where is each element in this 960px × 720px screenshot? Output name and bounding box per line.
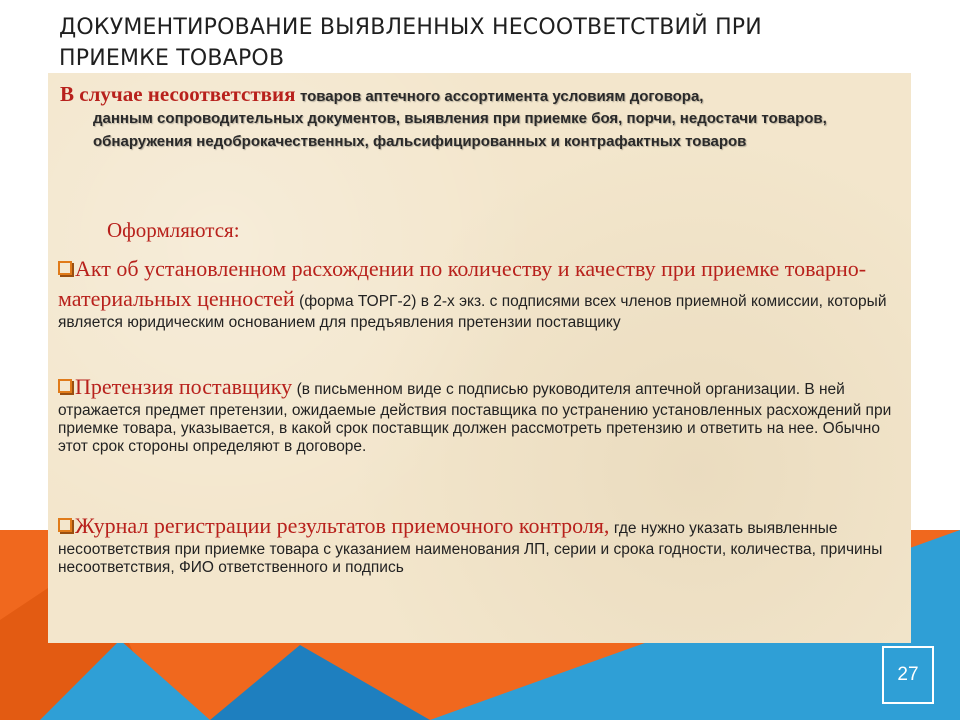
subheading: Оформляются:	[107, 218, 240, 242]
item-title: Акт об установленном расхождении по количеству и качеству при приемке товарно-материальных ценностей	[58, 256, 867, 311]
checkbox-bullet-icon	[58, 261, 72, 275]
checkbox-bullet-icon	[58, 379, 72, 393]
list-item	[58, 372, 903, 456]
intro-lead: В случае несоответствия	[60, 82, 296, 106]
intro-paragraph	[60, 82, 910, 153]
item-note: где нужно указать выявленные несоответствия при приемке товара с указанием наименования ЛП, серии и срока годности, количества, причины несоответствия, ФИО ответственного и подпись	[58, 520, 883, 576]
item-title: Журнал регистрации результатов приемочного контроля,	[75, 513, 610, 538]
checkbox-bullet-icon	[58, 518, 72, 532]
item-note: (форма ТОРГ-2) в 2-х экз. с подписями всех членов приемной комиссии, который является юридическим основанием для предъявления претензии поставщику	[58, 293, 887, 331]
list-item	[58, 511, 903, 577]
item-title: Претензия поставщику	[75, 374, 293, 399]
slide-title: ДОКУМЕНТИРОВАНИЕ ВЫЯВЛЕННЫХ НЕСООТВЕТСТВИЙ ПРИ ПРИЕМКЕ ТОВАРОВ	[59, 15, 762, 71]
intro-continuation: данным сопроводительных документов, выявления при приемке боя, порчи, недостачи товаров, обнаружения недоброкачественных, фальсифицированных и контрафактных товаров	[93, 110, 827, 150]
list-item	[58, 254, 903, 332]
intro-rest: товаров аптечного ассортимента условиям договора,	[299, 88, 704, 105]
page-number: 27	[882, 646, 934, 704]
item-note: (в письменном виде с подписью руководителя аптечной организации. В ней отражается предмет претензии, ожидаемые действия поставщика по устранению установленных расхождений при приемке товара, указывается, в какой срок поставщик должен рассмотреть претензию и ответить на нее. Обычно этот срок стороны определяют в договоре.	[58, 381, 892, 455]
